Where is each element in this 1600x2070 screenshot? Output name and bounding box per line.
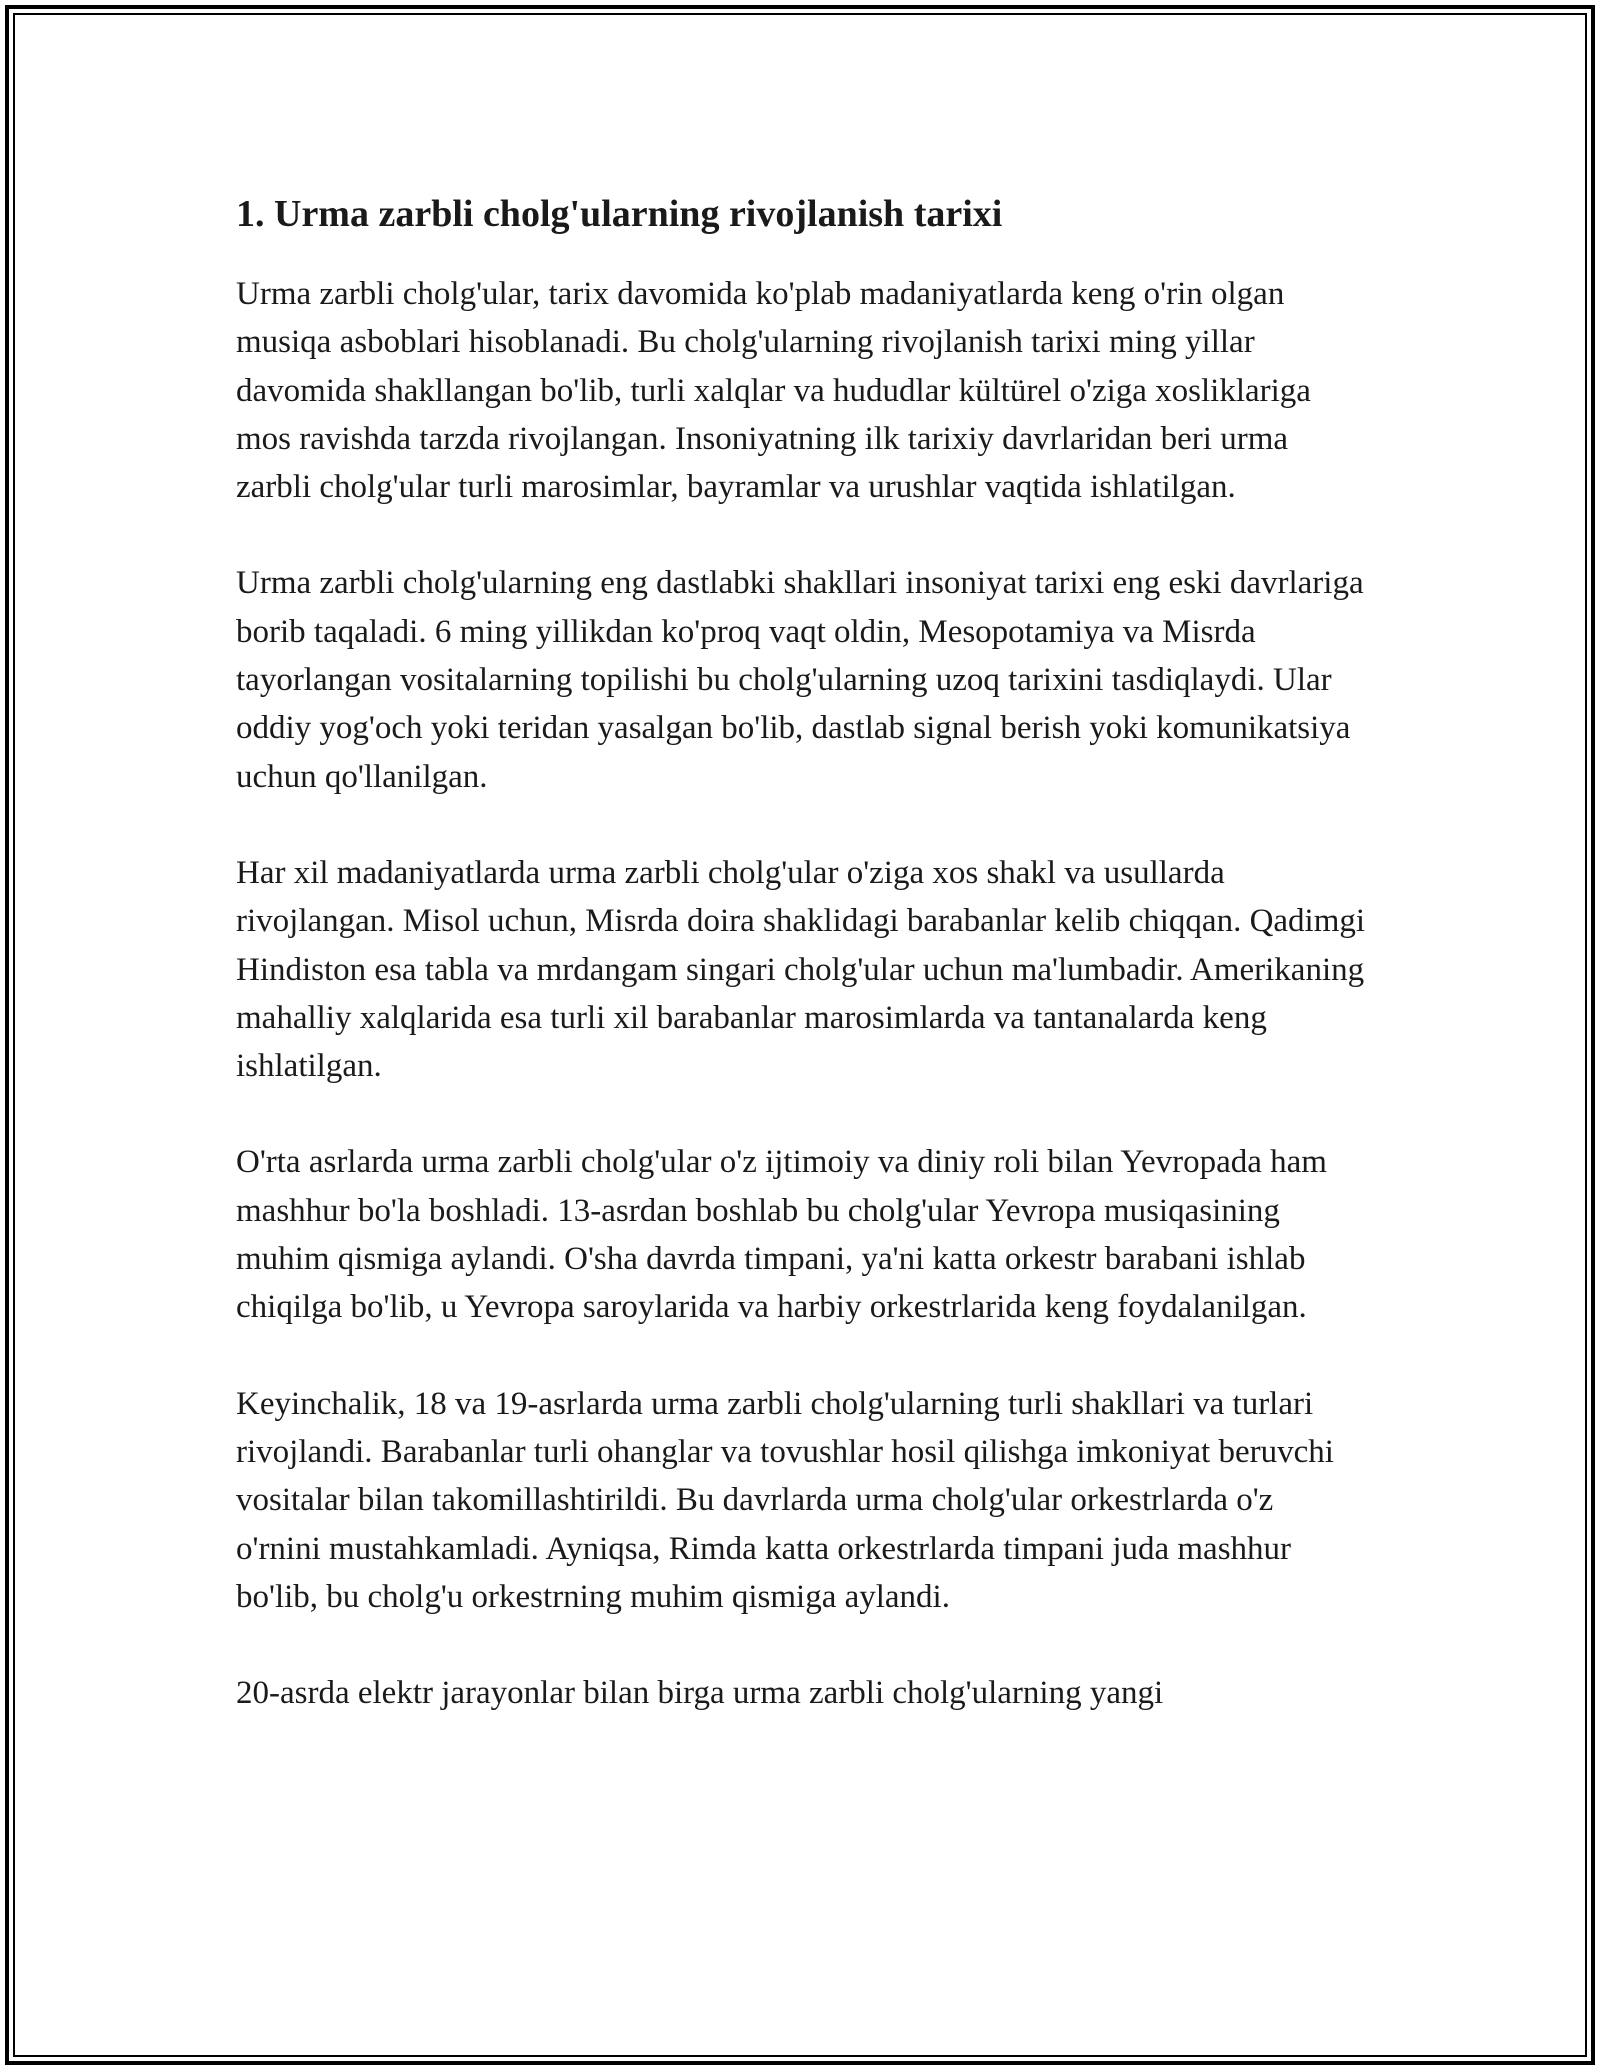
paragraph-6: 20-asrda elektr jarayonlar bilan birga urma zarbli cholg'ularning yangi	[236, 1675, 1164, 1712]
document-body	[236, 188, 1366, 1765]
paragraph-2: Urma zarbli cholg'ularning eng dastlabki shakllari insoniyat tarixi eng eski davrlariga borib taqaladi. 6 ming yillikdan ko'proq vaqt oldin, Mesopotamiya va Misrda tayorlangan vositalarning topilishi bu cholg'ularning uzoq tarixini tasdiqlaydi. Ular oddiy yog'och yoki teridan yasalgan bo'lib, dastlab signal berish yoki komunikatsiya uchun qo'llanilgan.	[236, 565, 1364, 795]
paragraph-4: O'rta asrlarda urma zarbli cholg'ular o'z ijtimoiy va diniy roli bilan Yevropada ham mashhur bo'la boshladi. 13-asrdan boshlab bu cholg'ular Yevropa musiqasining muhim qismiga aylandi. O'sha davrda timpani, ya'ni katta orkestr barabani ishlab chiqilga bo'lib, u Yevropa saroylarida va harbiy orkestrlarida keng foydalanilgan.	[236, 1144, 1327, 1326]
paragraph-5: Keyinchalik, 18 va 19-asrlarda urma zarbli cholg'ularning turli shakllari va turlari rivojlandi. Barabanlar turli ohanglar va tovushlar hosil qilishga imkoniyat beruvchi vositalar bilan takomillashtirildi. Bu davrlarda urma cholg'ular orkestrlarda o'z o'rnini mustahkamladi. Ayniqsa, Rimda katta orkestrlarda timpani juda mashhur bo'lib, bu cholg'u orkestrning muhim qismiga aylandi.	[236, 1385, 1334, 1615]
section-heading: 1. Urma zarbli cholg'ularning rivojlanish tarixi	[236, 193, 1003, 235]
paragraph-1: Urma zarbli cholg'ular, tarix davomida ko'plab madaniyatlarda keng o'rin olgan musiqa asboblari hisoblanadi. Bu cholg'ularning rivojlanish tarixi ming yillar davomida shakllangan bo'lib, turli xalqlar va hududlar kültürel o'ziga xosliklariga mos ravishda tarzda rivojlangan. Insoniyatning ilk tarixiy davrlaridan beri urma zarbli cholg'ular turli marosimlar, bayramlar va urushlar vaqtida ishlatilgan.	[236, 276, 1311, 506]
paragraph-3: Har xil madaniyatlarda urma zarbli cholg'ular o'ziga xos shakl va usullarda rivojlangan. Misol uchun, Misrda doira shaklidagi barabanlar kelib chiqqan. Qadimgi Hindiston esa tabla va mrdangam singari cholg'ular uchun ma'lumbadir. Amerikaning mahalliy xalqlarida esa turli xil barabanlar marosimlarda va tantanalarda keng ishlatilgan.	[236, 854, 1366, 1085]
